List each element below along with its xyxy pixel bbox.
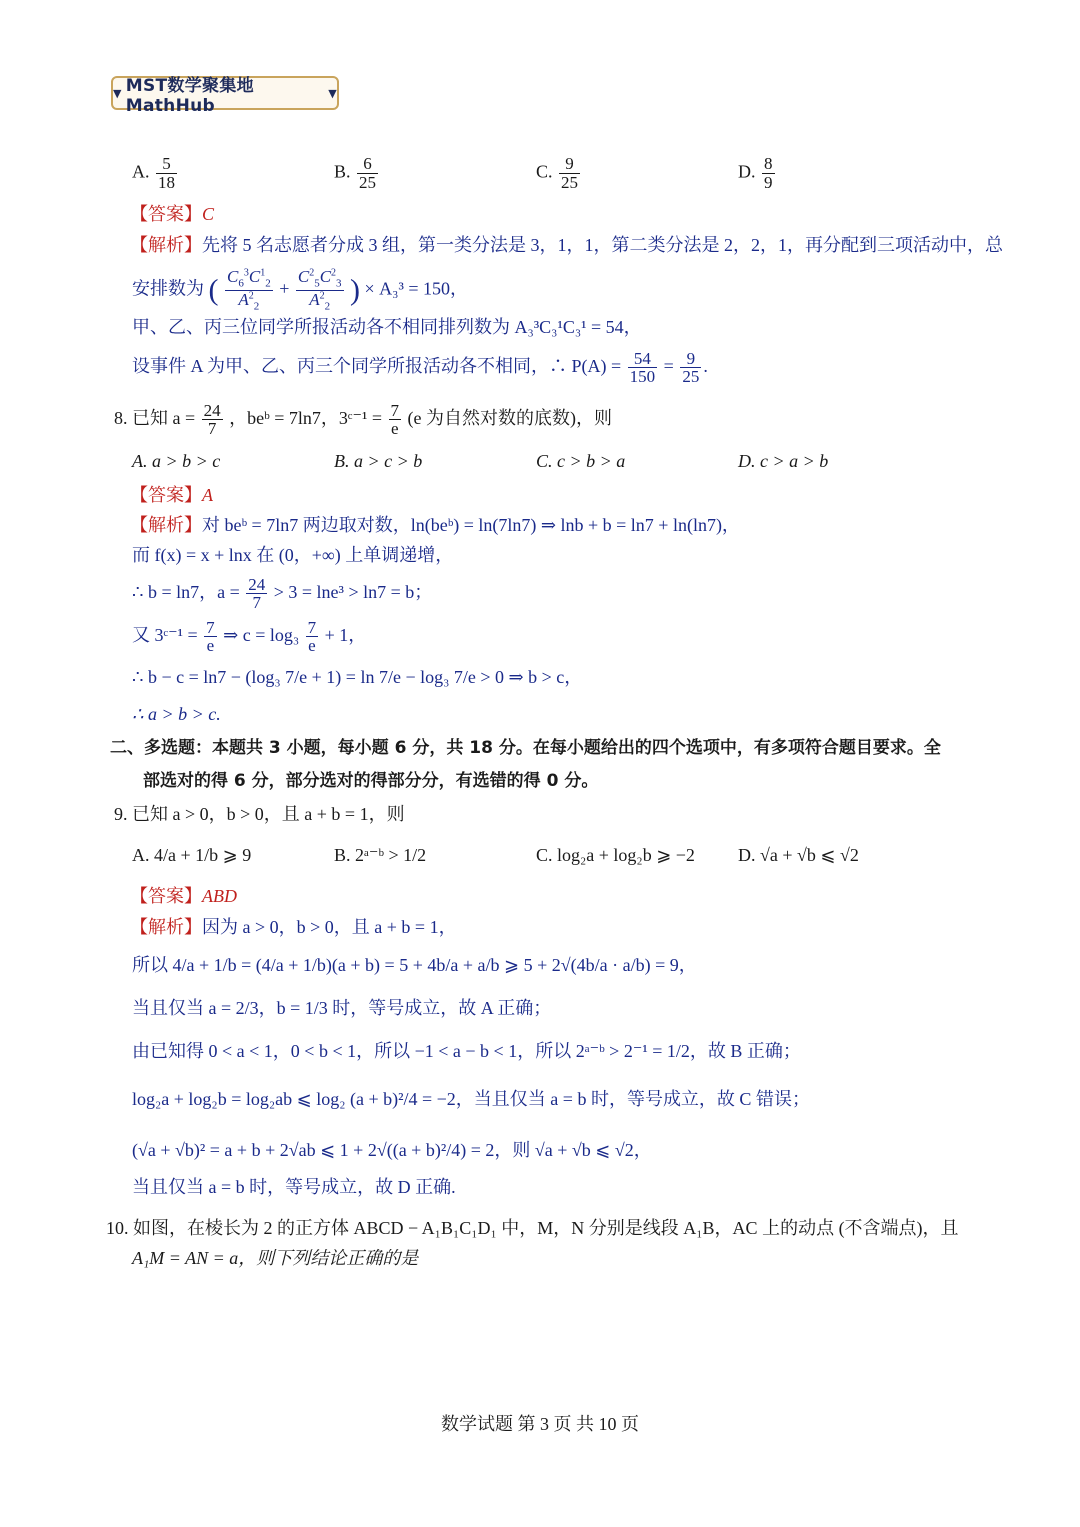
section2-heading-cont: 部选对的得 6 分，部分选对的得部分分，有选错的得 0 分。 — [143, 771, 599, 791]
q8-option-a: A. a > b > c — [132, 451, 221, 471]
q9-analysis-line5: log₂a + log₂b = log₂ab ⩽ log₂ (a + b)²/4 = −2，当且仅当 a = b 时，等号成立，故 C 错误； — [132, 1089, 810, 1109]
q7-option-a: A. $\frac{5}{18}$ — [132, 154, 175, 192]
q9-analysis-line7: 当且仅当 a = b 时，等号成立，故 D 正确. — [132, 1177, 456, 1197]
q8-analysis-line2: 而 f(x) = x + lnx 在 (0，+∞) 上单调递增， — [132, 545, 454, 565]
q7-analysis-line4: 设事件 A 为甲、乙、丙三个同学所报活动各不相同，∴ P(A) = $\frac{54}{150}$ = $\frac{9}{25}$ . — [132, 348, 708, 387]
q9-analysis-line2: 所以 4/a + 1/b = (4/a + 1/b)(a + b) = 5 + 4b/a + a/b ⩾ 5 + 2√(4b/a · a/b) = 9， — [132, 955, 697, 975]
mathhub-logo — [111, 75, 339, 116]
q7-option-b: B. $\frac{6}{25}$ — [334, 154, 377, 192]
q8-option-c: C. c > b > a — [536, 451, 626, 471]
q8-answer: 【答案】A — [130, 485, 213, 505]
down-arrow-icon: ▼ — [113, 86, 122, 100]
q7-analysis-line3: 甲、乙、丙三位同学所报活动各不相同排列数为 A₃³C₃¹C₃¹ = 54， — [132, 317, 642, 337]
q8-analysis-line4: 又 3ᶜ⁻¹ = $\frac{7}{e}$ ⇒ c = log₃ $\frac{7}{e}$ + 1， — [132, 617, 367, 656]
q8-analysis-line6: ∴ a > b > c. — [132, 704, 221, 724]
q10-stem-line2: A₁M = AN = a，则下列结论正确的是 — [132, 1248, 419, 1268]
q9-option-a: A. 4/a + 1/b ⩾ 9 — [132, 845, 252, 865]
q7-answer: 【答案】C — [130, 204, 215, 224]
q10-stem-line1: 10. 如图，在棱长为 2 的正方体 ABCD − A₁B₁C₁D₁ 中，M，N 分别是线段 A₁B，AC 上的动点 (不含端点)，且 — [106, 1218, 959, 1238]
q7-option-c: C. $\frac{9}{25}$ — [536, 154, 579, 192]
section2-heading: 二、多选题：本题共 3 小题，每小题 6 分，共 18 分。在每小题给出的四个选项中，有多项符合题目要求。全 — [110, 738, 941, 758]
q7-option-d: D. $\frac{8}{9}$ — [738, 154, 773, 192]
q8-option-b: B. a > c > b — [334, 451, 423, 471]
q8-option-d: D. c > a > b — [738, 451, 829, 471]
q9-answer: 【答案】ABD — [130, 886, 237, 906]
q8-analysis-line3: ∴ b = ln7，a = $\frac{24}{7}$ > 3 = lne³ > ln7 = b； — [132, 574, 433, 613]
q9-analysis-line1: 【解析】因为 a > 0，b > 0，且 a + b = 1， — [130, 917, 457, 937]
q9-stem: 9. 已知 a > 0，b > 0，且 a + b = 1，则 — [114, 804, 405, 824]
q9-analysis-line6: (√a + √b)² = a + b + 2√ab ⩽ 1 + 2√((a + b)²/4) = 2，则 √a + √b ⩽ √2， — [132, 1140, 652, 1160]
q9-option-c: C. log₂a + log₂b ⩾ −2 — [536, 845, 695, 865]
q7-analysis-line1: 【解析】先将 5 名志愿者分成 3 组，第一类分法是 3，1，1，第二类分法是 2，2，1，再分配到三项活动中，总 — [130, 235, 1003, 255]
q8-stem: 8. 已知 a = $\frac{24}{7}$ ，beᵇ = 7ln7，3ᶜ⁻¹ = $\frac{7}{e}$ (e 为自然对数的底数)，则 — [114, 400, 612, 439]
down-arrow-icon: ▼ — [328, 86, 337, 100]
q9-option-b: B. 2ᵃ⁻ᵇ > 1/2 — [334, 845, 427, 865]
q8-analysis-line1: 【解析】对 beᵇ = 7ln7 两边取对数，ln(beᵇ) = ln(7ln7) ⇒ lnb + b = ln7 + ln(ln7)， — [130, 515, 740, 535]
q9-analysis-line3: 当且仅当 a = 2/3，b = 1/3 时，等号成立，故 A 正确； — [132, 998, 552, 1018]
q9-option-d: D. √a + √b ⩽ √2 — [738, 845, 859, 865]
q9-analysis-line4: 由已知得 0 < a < 1，0 < b < 1，所以 −1 < a − b < 1，所以 2ᵃ⁻ᵇ > 2⁻¹ = 1/2，故 B 正确； — [132, 1041, 801, 1061]
q7-analysis-line2: 安排数为 ( $\frac{C_6^3C^1_2}{A^2_2}$ + $\frac{C^2_5C^2_3}{A^2_2}$ ) × A₃³ = 150， — [132, 267, 469, 313]
q8-analysis-line5: ∴ b − c = ln7 − (log₃ 7/e + 1) = ln 7/e − log₃ 7/e > 0 ⇒ b > c， — [132, 667, 583, 687]
logo-text: MST数学聚集地MathHub — [125, 75, 254, 116]
page-footer: 数学试题 第 3 页 共 10 页 — [441, 1414, 639, 1434]
